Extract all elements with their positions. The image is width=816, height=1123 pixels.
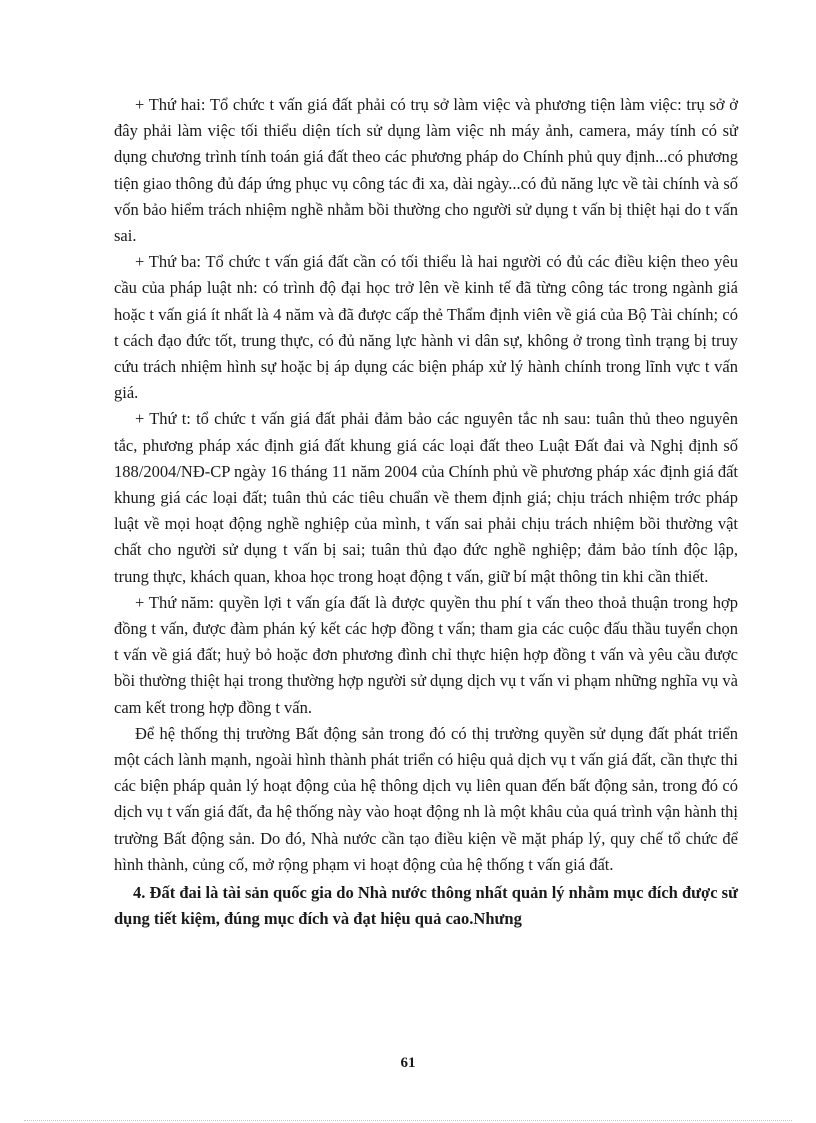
- page-body: [114, 92, 738, 933]
- paragraph-thu-hai: + Thứ hai: Tổ chức t vấn giá đất phải có trụ sở làm việc và phương tiện làm việc: trụ sở ở đây phải làm việc tối thiểu diện tích sử dụng làm việc nh máy ảnh, camera, máy tính có sử dụng chương trình tính toán giá đất theo các phương pháp do Chính phủ quy định...có phương tiện giao thông đủ đáp ứng phục vụ công tác đi xa, dài ngày...có đủ năng lực về tài chính và số vốn bảo hiểm trách nhiệm nghề nhằm bồi thường cho người sử dụng t vấn bị thiệt hại do t vấn sai.: [114, 95, 738, 246]
- paragraph-thu-tu: + Thứ t: tổ chức t vấn giá đất phải đảm bảo các nguyên tắc nh sau: tuân thủ theo nguyên tắc, phương pháp xác định giá đất khung giá các loại đất theo Luật Đất đai và Nghị định số 188/2004/NĐ-CP ngày 16 tháng 11 năm 2004 của Chính phủ về phương pháp xác định giá đất khung giá các loại đất; tuân thủ các tiêu chuẩn về them định giá; chịu trách nhiệm trớc pháp luật về mọi hoạt động nghề nghiệp của mình, t vấn sai phải chịu trách nhiệm bồi thường vật chất cho người sử dụng t vấn bị sai; tuân thủ đạo đức nghề nghiệp; đảm bảo tính độc lập, trung thực, khách quan, khoa học trong hoạt động t vấn, giữ bí mật thông tin khi cần thiết.: [114, 409, 738, 586]
- paragraph-thu-ba: + Thứ ba: Tổ chức t vấn giá đất cần có tối thiểu là hai người có đủ các điều kiện theo yêu cầu của pháp luật nh: có trình độ đại học trở lên về kinh tế đã từng công tác trong ngành giá hoặc t vấn giá ít nhất là 4 năm và đã được cấp thẻ Thẩm định viên về giá của Bộ Tài chính; có t cách đạo đức tốt, trung thực, có đủ năng lực hành vi dân sự, không ở trong tình trạng bị truy cứu trách nhiệm hình sự hoặc bị áp dụng các biện pháp xử lý hành chính trong lĩnh vực t vấn giá.: [114, 252, 738, 403]
- paragraph-market-development: Để hệ thống thị trường Bất động sản trong đó có thị trường quyền sử dụng đất phát triển một cách lành mạnh, ngoài hình thành phát triển có hiệu quả dịch vụ t vấn giá đất, cần thực thi các biện pháp quản lý hoạt động của hệ thông dịch vụ liên quan đến bất động sản, trong đó có dịch vụ t vấn giá đất, đa hệ thống này vào hoạt động nh là một khâu của quá trình vận hành thị trường Bất động sản. Do đó, Nhà nước cần tạo điều kiện về mặt pháp lý, quy chế tổ chức để hình thành, củng cố, mở rộng phạm vi hoạt động của hệ thống t vấn giá đất.: [114, 723, 738, 874]
- footer-rule: [24, 1120, 792, 1121]
- section-heading: 4. Đất đai là tài sản quốc gia do Nhà nước thông nhất quản lý nhằm mục đích được sử dụng tiết kiệm, đúng mục đích và đạt hiệu quả cao.Nhưng: [114, 883, 738, 929]
- page-number: 61: [400, 1055, 416, 1071]
- paragraph-thu-nam: + Thứ năm: quyền lợi t vấn gía đất là được quyền thu phí t vấn theo thoả thuận trong hợp đồng t vấn, được đàm phán ký kết các hợp đồng t vấn; tham gia các cuộc đấu thầu tuyển chọn t vấn về giá đất; huỷ bỏ hoặc đơn phương đình chỉ thực hiện hợp đồng t vấn và yêu cầu được bồi thường thiệt hại trong thường hợp người sử dụng dịch vụ t vấn vi phạm những nghĩa vụ và cam kết trong hợp đồng t vấn.: [114, 592, 738, 717]
